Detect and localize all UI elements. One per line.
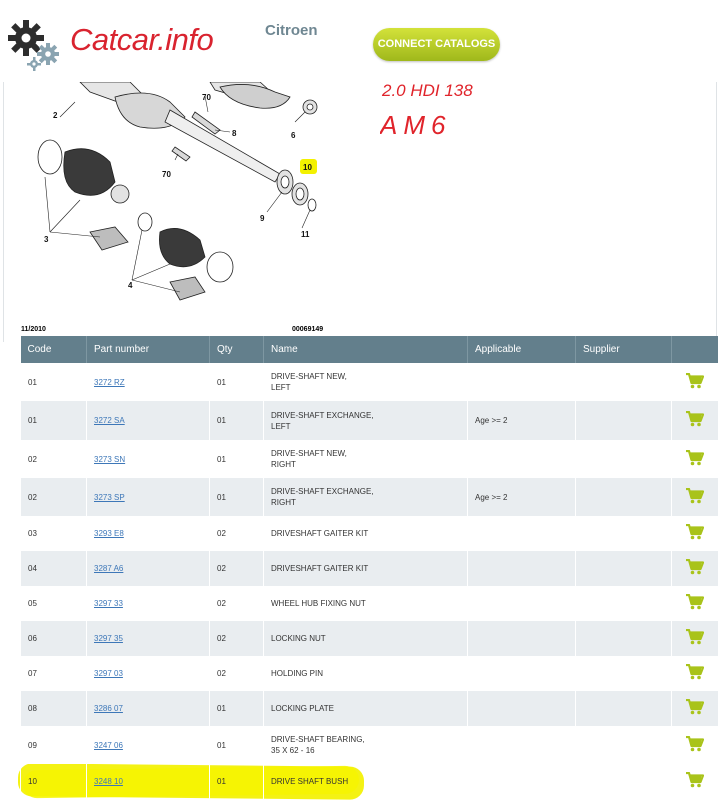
cell-qty: 02 [210,621,264,656]
callout-4: 4 [128,281,133,290]
cart-icon[interactable] [686,568,704,577]
cell-supplier [576,516,672,551]
table-row [21,621,718,656]
part-number-link[interactable]: 3293 E8 [94,529,124,538]
cart-icon[interactable] [686,638,704,647]
cell-cart [672,726,718,764]
part-number-link[interactable]: 3286 07 [94,704,123,713]
parts-table [20,336,718,799]
cell-applicable: Age >= 2 [468,478,576,516]
name-line-1: LOCKING NUT [271,634,326,643]
cell-qty: 01 [210,726,264,764]
connect-catalogs-button[interactable]: CONNECT CATALOGS [373,28,500,61]
name-line-1: LOCKING PLATE [271,704,334,713]
name-line-1: DRIVE-SHAFT NEW, [271,372,347,381]
name-line-1: DRIVE SHAFT BUSH [271,777,349,786]
cell-supplier [576,363,672,401]
column-header-name[interactable]: Name [264,336,468,363]
cell-qty: 02 [210,656,264,691]
cart-icon[interactable] [686,781,704,790]
name-line-1: DRIVE-SHAFT EXCHANGE, [271,410,374,420]
cell-code: 04 [21,551,87,586]
table-row [21,440,718,478]
cell-code: 08 [21,691,87,726]
cell-applicable [468,764,576,799]
cell-cart [672,363,718,401]
cell-supplier [576,586,672,621]
cell-part-number [87,478,210,516]
cell-cart [672,516,718,551]
cell-qty: 01 [210,478,264,516]
cell-cart [672,656,718,691]
cell-qty: 01 [210,691,264,726]
cell-code: 01 [21,401,87,440]
content-border-right [716,82,717,342]
table-header-row [21,336,718,363]
cell-supplier [576,478,672,516]
diagram-reference: 00069149 [292,326,324,333]
cell-part-number [87,586,210,621]
cell-applicable [468,586,576,621]
part-number-link[interactable]: 3272 RZ [94,377,125,387]
cart-icon[interactable] [686,533,704,542]
name-line-2: LEFT [271,383,291,392]
column-header-part-number[interactable]: Part number [87,336,210,363]
cell-part-number [87,764,210,799]
handwritten-note [380,78,590,148]
name-line-1: DRIVE-SHAFT BEARING, [271,735,365,744]
name-line-1: WHEEL HUB FIXING NUT [271,599,366,608]
part-number-link[interactable]: 3248 10 [94,777,123,786]
cell-name [264,363,468,401]
table-row [21,363,718,401]
column-header-cart [672,336,718,363]
cell-supplier [576,440,672,478]
column-header-supplier[interactable]: Supplier [576,336,672,363]
cell-supplier [576,764,672,799]
cell-name [264,726,468,764]
cell-cart [672,440,718,478]
cell-supplier [576,621,672,656]
cell-code: 01 [21,363,87,401]
cell-part-number [87,363,210,401]
callout-2: 2 [53,111,58,120]
table-row [21,726,718,764]
table-row [21,516,718,551]
cell-qty: 01 [210,764,264,799]
callout-9: 9 [260,214,265,223]
cell-code: 06 [21,621,87,656]
cart-icon[interactable] [686,382,704,391]
cell-supplier [576,656,672,691]
note-line-gearbox: AM6 [380,110,452,140]
cell-name [264,691,468,726]
cell-applicable [468,726,576,764]
cell-part-number [87,516,210,551]
cell-applicable [468,656,576,691]
callout-11: 11 [301,230,310,239]
column-header-code[interactable]: Code [27,344,52,355]
cart-icon[interactable] [686,708,704,717]
callout-70-top: 70 [202,93,211,102]
cell-code: 10 [21,764,87,799]
cell-name [264,551,468,586]
cell-name [264,401,468,440]
cell-name [264,764,468,799]
name-line-1: DRIVE-SHAFT EXCHANGE, [271,487,374,496]
cell-name [264,586,468,621]
cell-code: 03 [21,516,87,551]
callout-70-bottom: 70 [162,170,171,179]
table-row [21,764,718,799]
callout-3: 3 [44,235,49,244]
cell-qty: 02 [210,516,264,551]
note-line-engine: 2.0 HDI 138 [382,81,473,100]
table-row [21,478,718,516]
cell-part-number [87,691,210,726]
brand-name[interactable]: Catcar.info [70,22,214,57]
name-line-2: 35 X 62 - 16 [271,746,315,755]
cell-qty: 01 [210,440,264,478]
cell-cart [672,691,718,726]
cell-name [264,440,468,478]
cell-code: 02 [21,478,87,516]
part-number-link[interactable]: 3297 35 [94,634,123,643]
cell-part-number [87,401,210,440]
cell-applicable [468,516,576,551]
part-number-link[interactable]: 3287 A6 [94,564,124,573]
cell-cart [672,401,718,440]
cart-icon[interactable] [686,459,704,468]
table-row [21,586,718,621]
cell-name [264,621,468,656]
cell-qty: 02 [210,586,264,621]
cell-applicable [468,440,576,478]
cell-part-number [87,440,210,478]
content-border-left [3,82,4,342]
part-number-link[interactable]: 3273 SN [94,454,126,464]
cell-applicable [468,551,576,586]
cart-icon[interactable] [686,673,704,682]
cell-supplier [576,691,672,726]
vehicle-make: Citroen [265,22,318,39]
name-line-1: HOLDING PIN [271,669,324,678]
name-line-2: RIGHT [271,498,296,507]
callout-6: 6 [291,131,296,140]
cell-qty: 01 [210,401,264,440]
name-line-1: DRIVESHAFT GAITER KIT [271,564,369,573]
cell-part-number [87,726,210,764]
part-number-link[interactable]: 3273 SP [94,492,125,502]
column-header-applicable[interactable]: Applicable [468,336,576,363]
cell-supplier [576,401,672,440]
cell-cart [672,478,718,516]
cell-supplier [576,726,672,764]
cart-icon[interactable] [686,497,704,506]
cell-cart [672,764,718,799]
cell-part-number [87,656,210,691]
cell-name [264,478,468,516]
cell-qty: 02 [210,551,264,586]
name-line-1: DRIVE-SHAFT NEW, [271,449,347,458]
cell-applicable [468,691,576,726]
table-row [21,401,718,440]
table-row [21,551,718,586]
cell-cart [672,551,718,586]
cell-code: 07 [21,656,87,691]
cell-name [264,516,468,551]
cell-cart [672,621,718,656]
name-line-2: RIGHT [271,460,296,469]
cell-name [264,656,468,691]
table-row [21,656,718,691]
cell-part-number [87,551,210,586]
parts-diagram [20,82,330,322]
gear-icon [6,14,76,74]
cell-part-number [87,621,210,656]
name-line-2: LEFT [271,421,291,431]
cell-code: 05 [21,586,87,621]
callout-8: 8 [232,129,237,138]
name-line-1: DRIVESHAFT GAITER KIT [271,529,369,538]
callout-10: 10 [303,163,312,172]
cell-code: 02 [21,440,87,478]
table-row [21,691,718,726]
cart-icon[interactable] [686,745,704,754]
cell-applicable: Age >= 2 [468,401,576,440]
part-number-link[interactable]: 3297 33 [94,599,123,608]
cell-applicable [468,621,576,656]
part-number-link[interactable]: 3272 SA [94,416,125,425]
cell-code: 09 [21,726,87,764]
column-header-qty[interactable]: Qty [210,336,264,363]
part-number-link[interactable]: 3247 06 [94,740,123,750]
cell-cart [672,586,718,621]
part-number-link[interactable]: 3297 03 [94,669,123,678]
cart-icon[interactable] [686,420,704,429]
site-header [0,0,722,82]
cell-qty: 01 [210,363,264,401]
cell-supplier [576,551,672,586]
cart-icon[interactable] [686,603,704,612]
cell-applicable [468,363,576,401]
diagram-date: 11/2010 [21,326,46,333]
